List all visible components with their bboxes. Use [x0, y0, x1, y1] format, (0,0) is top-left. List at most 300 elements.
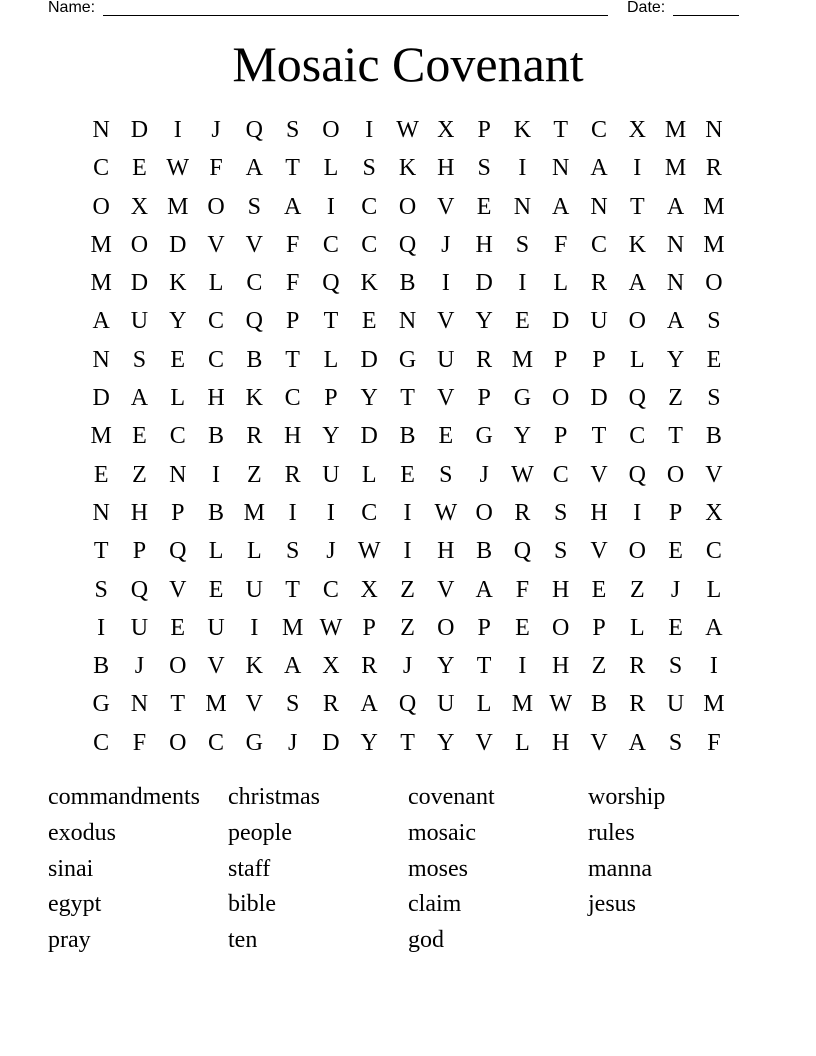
grid-cell[interactable]: H	[552, 576, 570, 603]
grid-cell[interactable]: C	[591, 117, 608, 143]
grid-cell[interactable]: P	[285, 308, 300, 335]
grid-cell[interactable]: Q	[169, 538, 187, 565]
grid-cell[interactable]: T	[285, 346, 300, 373]
grid-cell[interactable]: L	[247, 538, 262, 565]
grid-cell[interactable]: E	[515, 614, 530, 641]
grid-cell[interactable]: T	[629, 193, 645, 220]
grid-cell[interactable]: Y	[322, 423, 340, 450]
grid-cell[interactable]: M	[205, 691, 227, 718]
grid-cell[interactable]: P	[477, 614, 491, 641]
grid-cell[interactable]: H	[552, 729, 570, 756]
grid-cell[interactable]: I	[173, 117, 182, 143]
grid-cell[interactable]: C	[322, 231, 339, 258]
grid-cell[interactable]: C	[552, 461, 569, 488]
grid-cell[interactable]: H	[437, 538, 455, 565]
grid-cell[interactable]: Z	[591, 653, 607, 680]
grid-cell[interactable]: T	[285, 576, 300, 603]
grid-cell[interactable]: Q	[130, 576, 149, 603]
grid-cell[interactable]: A	[475, 576, 493, 603]
grid-cell[interactable]: O	[552, 614, 570, 641]
grid-cell[interactable]: R	[629, 653, 646, 680]
grid-cell[interactable]: R	[705, 155, 722, 182]
grid-cell[interactable]: R	[246, 423, 263, 450]
grid-cell[interactable]: P	[668, 499, 683, 526]
grid-cell[interactable]: F	[554, 231, 568, 258]
grid-cell[interactable]: D	[475, 270, 493, 297]
grid-cell[interactable]: N	[666, 231, 685, 258]
grid-cell[interactable]: O	[552, 385, 570, 412]
grid-cell[interactable]: D	[552, 308, 570, 335]
grid-cell[interactable]: V	[207, 231, 225, 258]
grid-cell[interactable]: U	[437, 691, 455, 718]
grid-cell[interactable]: J	[479, 461, 489, 488]
grid-cell[interactable]: V	[437, 308, 455, 335]
grid-cell[interactable]: F	[285, 270, 300, 297]
grid-cell[interactable]: A	[283, 653, 302, 680]
grid-cell[interactable]: L	[629, 614, 645, 641]
grid-cell[interactable]: P	[477, 117, 491, 143]
grid-cell[interactable]: B	[246, 346, 263, 373]
grid-cell[interactable]: C	[361, 231, 378, 258]
grid-cell[interactable]: H	[552, 653, 570, 680]
grid-cell[interactable]: I	[365, 117, 374, 143]
grid-cell[interactable]: X	[437, 117, 455, 143]
grid-cell[interactable]: W	[166, 155, 190, 182]
grid-cell[interactable]: E	[170, 346, 186, 373]
grid-cell[interactable]: I	[212, 461, 221, 488]
grid-cell[interactable]: O	[322, 117, 340, 143]
grid-cell[interactable]: L	[208, 538, 224, 565]
grid-cell[interactable]: Q	[245, 117, 263, 143]
grid-cell[interactable]: L	[323, 155, 339, 182]
grid-cell[interactable]: R	[476, 346, 493, 373]
grid-cell[interactable]: T	[323, 308, 339, 335]
grid-cell[interactable]: D	[322, 729, 340, 756]
grid-cell[interactable]: M	[703, 231, 725, 258]
grid-cell[interactable]: U	[245, 576, 263, 603]
grid-cell[interactable]: N	[590, 193, 608, 220]
grid-cell[interactable]: D	[169, 231, 187, 258]
grid-cell[interactable]: E	[706, 346, 722, 373]
grid-cell[interactable]: T	[285, 155, 300, 182]
grid-cell[interactable]: C	[208, 308, 225, 335]
grid-cell[interactable]: K	[245, 653, 263, 680]
grid-cell[interactable]: B	[399, 270, 416, 297]
grid-cell[interactable]: O	[628, 538, 646, 565]
grid-cell[interactable]: M	[664, 117, 687, 143]
grid-cell[interactable]: Y	[360, 729, 378, 756]
grid-cell[interactable]: W	[319, 614, 343, 641]
grid-cell[interactable]: V	[207, 653, 225, 680]
name-field-line[interactable]	[103, 15, 608, 16]
grid-cell[interactable]: D	[130, 117, 149, 143]
grid-cell[interactable]: I	[518, 155, 527, 182]
grid-cell[interactable]: W	[511, 461, 534, 488]
grid-cell[interactable]: Y	[360, 385, 378, 412]
grid-cell[interactable]: M	[90, 270, 112, 297]
grid-cell[interactable]: A	[92, 308, 110, 335]
grid-cell[interactable]: C	[629, 423, 646, 450]
grid-cell[interactable]: K	[360, 270, 378, 297]
grid-cell[interactable]: H	[130, 499, 149, 526]
word-list-item: rules	[588, 819, 635, 846]
grid-cell[interactable]: X	[322, 653, 340, 680]
grid-cell[interactable]: V	[590, 461, 608, 488]
grid-cell[interactable]: T	[170, 691, 186, 718]
word-list-item: mosaic	[408, 819, 476, 846]
grid-cell[interactable]: L	[515, 729, 530, 756]
grid-cell[interactable]: E	[208, 576, 224, 603]
grid-cell[interactable]: G	[398, 346, 417, 373]
grid-cell[interactable]: V	[437, 193, 455, 220]
grid-cell[interactable]: L	[323, 346, 339, 373]
grid-cell[interactable]: S	[132, 346, 147, 373]
grid-cell[interactable]: S	[94, 576, 108, 603]
grid-cell[interactable]: A	[245, 155, 263, 182]
grid-cell[interactable]: E	[170, 614, 186, 641]
grid-cell[interactable]: S	[285, 691, 300, 718]
grid-cell[interactable]: G	[245, 729, 263, 756]
grid-cell[interactable]: Z	[247, 461, 262, 488]
grid-cell[interactable]: N	[92, 346, 110, 373]
grid-cell[interactable]: V	[245, 231, 263, 258]
grid-cell[interactable]: R	[514, 499, 531, 526]
grid-cell[interactable]: U	[130, 614, 149, 641]
grid-cell[interactable]: I	[403, 538, 412, 565]
grid-cell[interactable]: N	[552, 155, 570, 182]
grid-cell[interactable]: U	[590, 308, 608, 335]
grid-cell[interactable]: X	[360, 576, 378, 603]
grid-cell[interactable]: Y	[475, 308, 493, 335]
grid-cell[interactable]: L	[170, 385, 186, 412]
grid-cell[interactable]: O	[437, 614, 455, 641]
grid-cell[interactable]: D	[360, 346, 378, 373]
grid-cell[interactable]: I	[326, 193, 335, 220]
grid-cell[interactable]: Q	[245, 308, 263, 335]
grid-cell[interactable]: Z	[132, 461, 147, 488]
word-list-item: claim	[408, 891, 462, 918]
grid-cell[interactable]: C	[591, 231, 608, 258]
grid-cell[interactable]: N	[130, 691, 149, 718]
grid-cell[interactable]: C	[284, 385, 301, 412]
grid-cell[interactable]: D	[92, 385, 110, 412]
grid-cell[interactable]: E	[400, 461, 415, 488]
grid-cell[interactable]: R	[284, 461, 301, 488]
grid-cell[interactable]: M	[703, 691, 725, 718]
grid-cell[interactable]: O	[475, 499, 493, 526]
word-list-item: worship	[588, 784, 666, 810]
grid-cell[interactable]: M	[90, 231, 112, 258]
grid-cell[interactable]: V	[245, 691, 263, 718]
grid-cell[interactable]: Y	[513, 423, 532, 450]
grid-cell[interactable]: X	[705, 499, 723, 526]
grid-cell[interactable]: C	[93, 155, 110, 182]
grid-cell[interactable]: J	[287, 729, 298, 756]
grid-cell[interactable]: R	[361, 653, 378, 680]
grid-cell[interactable]: C	[93, 729, 110, 756]
grid-cell[interactable]: T	[400, 385, 415, 412]
grid-cell[interactable]: M	[511, 346, 534, 373]
grid-cell[interactable]: A	[590, 155, 608, 182]
grid-cell[interactable]: A	[360, 691, 378, 718]
grid-cell[interactable]: L	[361, 461, 377, 488]
grid-cell[interactable]: R	[322, 691, 339, 718]
grid-cell[interactable]: E	[515, 308, 530, 335]
grid-cell[interactable]: L	[476, 691, 492, 718]
grid-cell[interactable]: T	[591, 423, 607, 450]
word-list-item: staff	[228, 855, 271, 882]
grid-cell[interactable]: V	[705, 461, 723, 488]
grid-cell[interactable]: G	[513, 385, 532, 412]
grid-cell[interactable]: E	[668, 538, 683, 565]
grid-cell[interactable]: V	[475, 729, 493, 756]
grid-cell[interactable]: S	[439, 461, 453, 488]
grid-cell[interactable]: Z	[629, 576, 645, 603]
grid-cell[interactable]: M	[90, 423, 112, 450]
grid-cell[interactable]: S	[285, 538, 300, 565]
grid-cell[interactable]: I	[633, 155, 642, 182]
grid-cell[interactable]: C	[322, 576, 339, 603]
grid-cell[interactable]: J	[402, 653, 413, 680]
grid-cell[interactable]: S	[285, 117, 300, 143]
grid-cell[interactable]: C	[208, 729, 225, 756]
grid-cell[interactable]: K	[169, 270, 187, 297]
grid-cell[interactable]: K	[398, 155, 417, 182]
grid-cell[interactable]: P	[592, 346, 606, 373]
grid-cell[interactable]: S	[554, 538, 568, 565]
grid-cell[interactable]: P	[362, 614, 376, 641]
grid-cell[interactable]: Q	[513, 538, 532, 565]
grid-cell[interactable]: W	[357, 538, 381, 565]
grid-cell[interactable]: U	[130, 308, 149, 335]
grid-cell[interactable]: R	[629, 691, 646, 718]
grid-cell[interactable]: K	[245, 385, 263, 412]
grid-cell[interactable]: I	[518, 653, 527, 680]
grid-cell[interactable]: B	[208, 499, 225, 526]
grid-cell[interactable]: S	[515, 231, 530, 258]
grid-cell[interactable]: V	[437, 576, 455, 603]
grid-cell[interactable]: B	[591, 691, 608, 718]
grid-cell[interactable]: L	[553, 270, 569, 297]
word-list-item: people	[228, 819, 292, 846]
grid-cell[interactable]: N	[513, 193, 532, 220]
grid-cell[interactable]: C	[208, 346, 225, 373]
grid-cell[interactable]: B	[476, 538, 493, 565]
grid-cell[interactable]: P	[477, 385, 491, 412]
grid-cell[interactable]: A	[666, 308, 685, 335]
grid-cell[interactable]: E	[361, 308, 377, 335]
grid-cell[interactable]: I	[288, 499, 297, 526]
grid-cell[interactable]: W	[434, 499, 458, 526]
grid-cell[interactable]: H	[437, 155, 455, 182]
grid-cell[interactable]: P	[171, 499, 185, 526]
grid-cell[interactable]: H	[207, 385, 225, 412]
grid-cell[interactable]: X	[130, 193, 149, 220]
grid-cell[interactable]: O	[628, 308, 646, 335]
grid-cell[interactable]: N	[92, 117, 110, 143]
grid-cell[interactable]: E	[591, 576, 607, 603]
grid-cell[interactable]: L	[208, 270, 224, 297]
grid-cell[interactable]: I	[326, 499, 335, 526]
grid-cell[interactable]: W	[396, 117, 419, 143]
grid-cell[interactable]: B	[93, 653, 110, 680]
grid-cell[interactable]: V	[169, 576, 187, 603]
grid-cell[interactable]: S	[362, 155, 376, 182]
grid-cell[interactable]: A	[552, 193, 570, 220]
grid-cell[interactable]: E	[132, 423, 147, 450]
grid-cell[interactable]: S	[707, 308, 721, 335]
grid-cell[interactable]: P	[554, 423, 568, 450]
grid-cell[interactable]: P	[132, 538, 147, 565]
grid-cell[interactable]: E	[476, 193, 492, 220]
grid-cell[interactable]: V	[437, 385, 455, 412]
grid-cell[interactable]: G	[92, 691, 110, 718]
grid-cell[interactable]: N	[666, 270, 685, 297]
grid-cell[interactable]: U	[207, 614, 225, 641]
grid-cell[interactable]: I	[97, 614, 106, 641]
grid-cell[interactable]: F	[707, 729, 721, 756]
grid-cell[interactable]: M	[243, 499, 265, 526]
grid-cell[interactable]: D	[590, 385, 608, 412]
grid-cell[interactable]: P	[324, 385, 338, 412]
grid-cell[interactable]: V	[590, 729, 608, 756]
grid-cell[interactable]: O	[169, 729, 187, 756]
grid-cell[interactable]: I	[441, 270, 450, 297]
grid-cell[interactable]: T	[476, 653, 492, 680]
grid-cell[interactable]: T	[668, 423, 683, 450]
grid-cell[interactable]: Z	[400, 576, 415, 603]
grid-cell[interactable]: M	[167, 193, 189, 220]
grid-cell[interactable]: S	[707, 385, 721, 412]
grid-cell[interactable]: V	[590, 538, 608, 565]
grid-cell[interactable]: C	[705, 538, 722, 565]
grid-cell[interactable]: B	[208, 423, 225, 450]
grid-cell[interactable]: X	[628, 117, 646, 143]
grid-cell[interactable]: E	[438, 423, 454, 450]
grid-cell[interactable]: O	[705, 270, 723, 297]
grid-cell[interactable]: U	[666, 691, 685, 718]
grid-cell[interactable]: C	[246, 270, 263, 297]
grid-cell[interactable]: C	[361, 193, 378, 220]
grid-cell[interactable]: S	[477, 155, 491, 182]
grid-cell[interactable]: U	[322, 461, 340, 488]
grid-cell[interactable]: Z	[400, 614, 415, 641]
grid-cell[interactable]: L	[629, 346, 645, 373]
grid-cell[interactable]: B	[399, 423, 416, 450]
grid-cell[interactable]: S	[247, 193, 262, 220]
grid-cell[interactable]: H	[590, 499, 608, 526]
grid-cell[interactable]: K	[628, 231, 646, 258]
grid-cell[interactable]: Y	[666, 346, 685, 373]
grid-cell[interactable]: F	[209, 155, 223, 182]
grid-cell[interactable]: S	[668, 653, 683, 680]
grid-cell[interactable]: O	[666, 461, 685, 488]
grid-cell[interactable]: I	[403, 499, 412, 526]
grid-cell[interactable]: O	[169, 653, 187, 680]
grid-cell[interactable]: Y	[437, 729, 455, 756]
word-list-item: christmas	[228, 784, 320, 810]
grid-cell[interactable]: O	[130, 231, 149, 258]
grid-cell[interactable]: A	[628, 270, 646, 297]
grid-cell[interactable]: F	[285, 231, 300, 258]
grid-cell[interactable]: Q	[398, 691, 417, 718]
grid-cell[interactable]: F	[132, 729, 147, 756]
grid-cell[interactable]: W	[549, 691, 573, 718]
grid-cell[interactable]: N	[169, 461, 187, 488]
grid-cell[interactable]: I	[518, 270, 527, 297]
grid-cell[interactable]: C	[361, 499, 378, 526]
grid-cell[interactable]: K	[513, 117, 532, 143]
grid-cell[interactable]: P	[554, 346, 568, 373]
grid-cell[interactable]: T	[93, 538, 109, 565]
grid-cell[interactable]: D	[360, 423, 378, 450]
grid-cell[interactable]: I	[633, 499, 642, 526]
grid-cell[interactable]: F	[515, 576, 530, 603]
grid-cell[interactable]: M	[664, 155, 687, 182]
grid-cell[interactable]: S	[554, 499, 568, 526]
grid-cell[interactable]: A	[130, 385, 149, 412]
grid-cell[interactable]: M	[281, 614, 304, 641]
grid-cell[interactable]: O	[207, 193, 225, 220]
grid-cell[interactable]: O	[398, 193, 417, 220]
grid-cell[interactable]: P	[592, 614, 606, 641]
grid-cell[interactable]: J	[670, 576, 681, 603]
date-field-line[interactable]	[673, 15, 739, 16]
grid-cell[interactable]: N	[398, 308, 417, 335]
grid-cell[interactable]: O	[92, 193, 110, 220]
grid-cell[interactable]: J	[441, 231, 451, 258]
grid-cell[interactable]: M	[511, 691, 534, 718]
grid-cell[interactable]: U	[437, 346, 455, 373]
grid-cell[interactable]: Q	[322, 270, 340, 297]
grid-cell[interactable]: J	[326, 538, 336, 565]
grid-cell[interactable]: E	[132, 155, 147, 182]
grid-cell[interactable]: M	[703, 193, 725, 220]
grid-cell[interactable]: G	[475, 423, 493, 450]
grid-cell[interactable]: S	[668, 729, 683, 756]
word-list-item: egypt	[48, 891, 102, 918]
grid-cell[interactable]: N	[92, 499, 110, 526]
grid-cell[interactable]: R	[591, 270, 608, 297]
grid-cell[interactable]: T	[553, 117, 569, 143]
grid-cell[interactable]: A	[628, 729, 646, 756]
grid-cell[interactable]: N	[705, 117, 723, 143]
grid-cell[interactable]: I	[250, 614, 259, 641]
grid-cell[interactable]: A	[666, 193, 685, 220]
grid-cell[interactable]: D	[130, 270, 149, 297]
grid-cell[interactable]: Q	[628, 385, 646, 412]
grid-cell[interactable]: Q	[628, 461, 646, 488]
grid-cell[interactable]: H	[475, 231, 493, 258]
grid-cell[interactable]: Y	[169, 308, 187, 335]
grid-cell[interactable]: T	[400, 729, 415, 756]
grid-cell[interactable]: H	[283, 423, 302, 450]
grid-cell[interactable]: C	[169, 423, 186, 450]
word-list-item: god	[408, 927, 444, 954]
grid-cell[interactable]: Y	[437, 653, 455, 680]
grid-cell[interactable]: I	[709, 653, 718, 680]
grid-cell[interactable]: B	[705, 423, 722, 450]
grid-cell[interactable]: A	[283, 193, 302, 220]
grid-cell[interactable]: L	[706, 576, 722, 603]
grid-cell[interactable]: E	[93, 461, 109, 488]
grid-cell[interactable]: Q	[398, 231, 417, 258]
grid-cell[interactable]: J	[134, 653, 145, 680]
grid-cell[interactable]: Z	[668, 385, 683, 412]
grid-cell[interactable]: A	[705, 614, 723, 641]
grid-cell[interactable]: E	[668, 614, 683, 641]
grid-cell[interactable]: J	[211, 117, 221, 143]
